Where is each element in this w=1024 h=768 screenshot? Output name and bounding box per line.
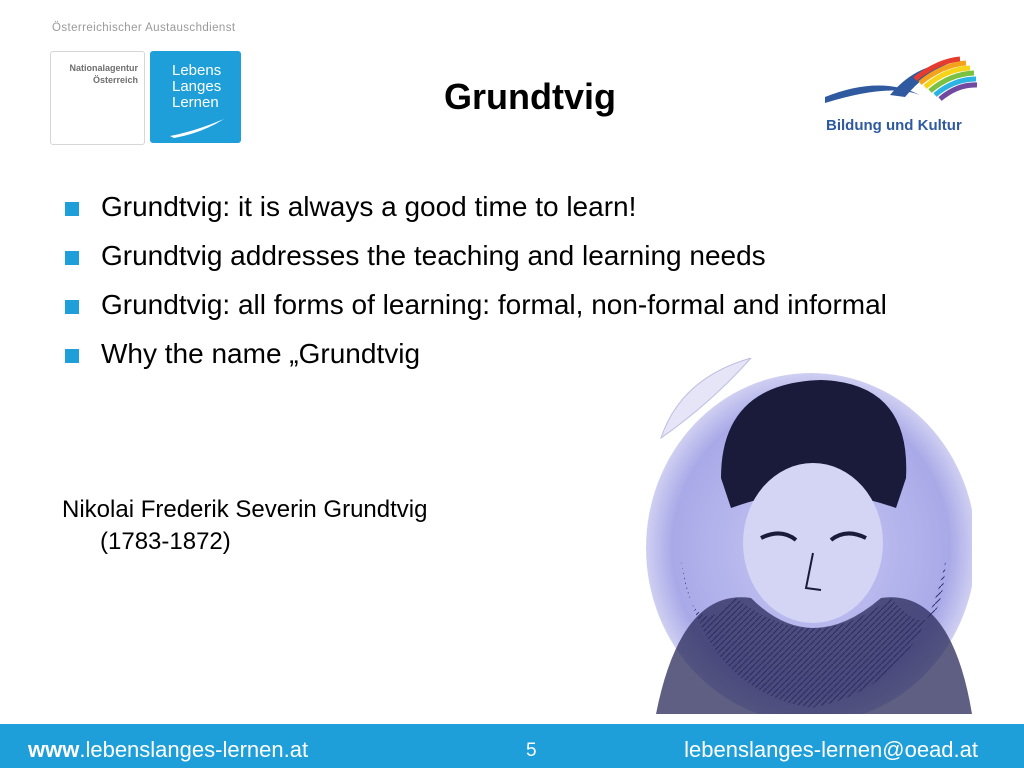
bullet-text: Grundtvig addresses the teaching and learning needs [101,240,766,271]
footer-website-link[interactable] [28,737,308,763]
footer-website-rest: .lebenslanges-lernen.at [79,737,309,762]
square-bullet-icon [65,300,79,314]
portrait-caption [62,494,427,558]
nationalagentur-logo [50,51,145,145]
footer-www: www [28,737,80,762]
footer-email-link[interactable]: lebenslanges-lernen@oead.at [684,737,978,762]
bullet-text: Grundtvig: it is always a good time to learn! [101,191,637,222]
bullet-item [62,190,962,224]
bullet-text: Why the name „Grundtvig [101,338,421,369]
caption-years: (1783-1872) [100,528,231,555]
square-bullet-icon [65,251,79,265]
nationalagentur-logo-text: Nationalagentur Österreich [69,63,138,85]
lebenslanges-lernen-logo [150,51,241,143]
square-bullet-icon [65,202,79,216]
footer-bar [0,724,1024,768]
grundtvig-portrait-image [641,358,972,714]
slide-title: Grundtvig [444,76,616,117]
bullet-item [62,288,962,322]
lebenslanges-lernen-logo-text: Lebens Langes Lernen [172,62,222,111]
eu-wing-logo-icon [820,55,980,115]
page-number: 5 [526,740,537,761]
square-bullet-icon [65,349,79,363]
eu-logo-text: Bildung und Kultur [826,117,962,134]
bullet-item [62,239,962,273]
bullet-list [62,190,962,386]
bullet-text: Grundtvig: all forms of learning: formal, non-formal and informal [101,289,887,320]
swoosh-icon [168,117,228,139]
caption-name: Nikolai Frederik Severin Grundtvig [62,496,428,523]
org-name: Österreichischer Austauschdienst [52,22,236,34]
